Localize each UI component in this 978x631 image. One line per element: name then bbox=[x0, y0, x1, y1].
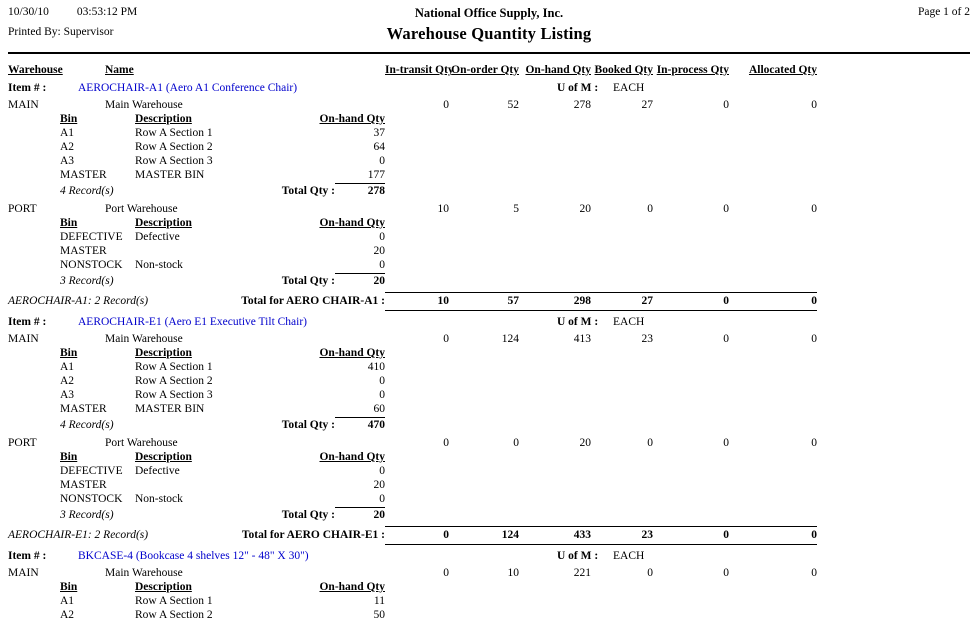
bin-row bbox=[60, 258, 970, 272]
bin-row bbox=[60, 154, 970, 168]
warehouse-qty-value: 0 bbox=[723, 437, 729, 449]
warehouse-qty-value: 0 bbox=[443, 437, 449, 449]
warehouse-name: Main Warehouse bbox=[105, 99, 183, 111]
item-total-qty-value: 0 bbox=[723, 529, 729, 541]
warehouse-code: PORT bbox=[8, 203, 37, 215]
warehouse-row bbox=[8, 98, 970, 112]
bin-onhand-qty: 0 bbox=[379, 389, 385, 401]
onhand-col-header: On-hand Qty bbox=[319, 113, 385, 125]
total-qty-value: 20 bbox=[335, 507, 385, 522]
warehouse-row bbox=[8, 566, 970, 580]
uofm-label: U of M : bbox=[557, 316, 599, 328]
bin-row bbox=[60, 608, 970, 622]
bin-header-row bbox=[60, 216, 970, 230]
item-total-qty-value: 0 bbox=[443, 529, 449, 541]
bin-row bbox=[60, 244, 970, 258]
bin-record-count: 3 Record(s) bbox=[60, 509, 114, 521]
bin-row bbox=[60, 360, 970, 374]
bin-code: MASTER bbox=[60, 403, 107, 415]
item-total-label: Total for AERO CHAIR-A1 : bbox=[241, 295, 385, 307]
bin-row bbox=[60, 230, 970, 244]
warehouse-qty-value: 0 bbox=[723, 567, 729, 579]
bin-code: A2 bbox=[60, 141, 75, 153]
warehouse-qty-value: 0 bbox=[811, 567, 817, 579]
bin-col-header: Bin bbox=[60, 581, 78, 593]
bin-row bbox=[60, 140, 970, 154]
bin-col-header: Bin bbox=[60, 113, 78, 125]
item-number-label: Item # : bbox=[8, 82, 47, 94]
bin-onhand-qty: 64 bbox=[373, 141, 385, 153]
column-header-row bbox=[8, 63, 970, 77]
bin-code: A2 bbox=[60, 375, 75, 387]
onhand-col-header: On-hand Qty bbox=[319, 217, 385, 229]
item-row bbox=[8, 81, 970, 95]
bin-row bbox=[60, 388, 970, 402]
uofm-value: EACH bbox=[613, 82, 645, 94]
bin-onhand-qty: 0 bbox=[379, 375, 385, 387]
warehouse-qty-value: 124 bbox=[501, 333, 519, 345]
print-datetime bbox=[8, 6, 238, 18]
bin-row bbox=[60, 402, 970, 416]
item-total-qty-value: 298 bbox=[573, 295, 591, 307]
item-link[interactable]: BKCASE-4 (Bookcase 4 shelves 12" - 48" X 30") bbox=[78, 550, 309, 562]
page-number: Page 1 of 2 bbox=[917, 6, 970, 18]
bin-record-count: 4 Record(s) bbox=[60, 185, 114, 197]
warehouse-qty-value: 0 bbox=[811, 99, 817, 111]
warehouse-name: Port Warehouse bbox=[105, 437, 178, 449]
total-qty-label: Total Qty : bbox=[281, 185, 335, 197]
bin-header-row bbox=[60, 580, 970, 594]
item-total-qty-value: 0 bbox=[811, 295, 817, 307]
warehouse-qty-value: 0 bbox=[513, 437, 519, 449]
col-header-warehouse: Warehouse bbox=[8, 64, 63, 76]
bin-description: Non-stock bbox=[135, 493, 183, 505]
bin-code: A2 bbox=[60, 609, 75, 621]
warehouse-name: Main Warehouse bbox=[105, 567, 183, 579]
col-header-booked-qty: Booked Qty bbox=[594, 64, 653, 76]
item-total-qty-value: 433 bbox=[573, 529, 591, 541]
item-row bbox=[8, 315, 970, 329]
onhand-col-header: On-hand Qty bbox=[319, 347, 385, 359]
bin-row bbox=[60, 492, 970, 506]
bin-onhand-qty: 177 bbox=[367, 169, 385, 181]
bin-record-count: 3 Record(s) bbox=[60, 275, 114, 287]
bin-onhand-qty: 0 bbox=[379, 231, 385, 243]
bin-description: Row A Section 1 bbox=[135, 127, 213, 139]
bin-description: Row A Section 2 bbox=[135, 375, 213, 387]
bin-code: DEFECTIVE bbox=[60, 231, 123, 243]
report-body bbox=[8, 81, 970, 622]
bin-header-row bbox=[60, 346, 970, 360]
bin-code: A3 bbox=[60, 155, 75, 167]
item-summary-row bbox=[8, 526, 970, 545]
total-qty-value: 20 bbox=[335, 273, 385, 288]
total-qty-label: Total Qty : bbox=[281, 275, 335, 287]
bin-description: Defective bbox=[135, 465, 180, 477]
bin-total-row bbox=[60, 417, 970, 432]
bin-code: MASTER bbox=[60, 245, 107, 257]
item-summary-row bbox=[8, 292, 970, 311]
warehouse-row bbox=[8, 202, 970, 216]
warehouse-qty-value: 278 bbox=[573, 99, 591, 111]
warehouse-qty-value: 23 bbox=[641, 333, 653, 345]
bin-code: A1 bbox=[60, 361, 75, 373]
bin-code: A1 bbox=[60, 127, 75, 139]
total-qty-value: 470 bbox=[335, 417, 385, 432]
warehouse-name: Port Warehouse bbox=[105, 203, 178, 215]
bin-onhand-qty: 50 bbox=[373, 609, 385, 621]
warehouse-qty-value: 52 bbox=[507, 99, 519, 111]
bin-description: Row A Section 2 bbox=[135, 609, 213, 621]
bin-onhand-qty: 0 bbox=[379, 155, 385, 167]
warehouse-qty-value: 20 bbox=[579, 203, 591, 215]
bin-row bbox=[60, 464, 970, 478]
total-qty-label: Total Qty : bbox=[281, 419, 335, 431]
uofm-value: EACH bbox=[613, 316, 645, 328]
bin-description: Row A Section 2 bbox=[135, 141, 213, 153]
item-record-count: AEROCHAIR-E1: 2 Record(s) bbox=[8, 529, 149, 541]
warehouse-qty-value: 10 bbox=[507, 567, 519, 579]
bin-description: MASTER BIN bbox=[135, 169, 205, 181]
warehouse-qty-value: 0 bbox=[811, 333, 817, 345]
bin-total-row bbox=[60, 183, 970, 198]
bin-onhand-qty: 60 bbox=[373, 403, 385, 415]
item-total-values bbox=[385, 526, 817, 545]
col-header-on-hand-qty: On-hand Qty bbox=[525, 64, 591, 76]
item-total-qty-value: 0 bbox=[723, 295, 729, 307]
col-header-name: Name bbox=[105, 64, 134, 76]
bin-onhand-qty: 11 bbox=[373, 595, 385, 607]
item-total-qty-value: 57 bbox=[507, 295, 519, 307]
description-col-header: Description bbox=[135, 347, 192, 359]
bin-code: NONSTOCK bbox=[60, 259, 123, 271]
warehouse-code: PORT bbox=[8, 437, 37, 449]
bin-col-header: Bin bbox=[60, 451, 78, 463]
warehouse-qty-value: 413 bbox=[573, 333, 591, 345]
header-center bbox=[238, 6, 740, 44]
description-col-header: Description bbox=[135, 451, 192, 463]
item-total-qty-value: 124 bbox=[501, 529, 519, 541]
bin-row bbox=[60, 478, 970, 492]
bin-total-row bbox=[60, 507, 970, 522]
warehouse-qty-value: 10 bbox=[437, 203, 449, 215]
warehouse-name: Main Warehouse bbox=[105, 333, 183, 345]
bin-code: DEFECTIVE bbox=[60, 465, 123, 477]
warehouse-code: MAIN bbox=[8, 333, 39, 345]
uofm-value: EACH bbox=[613, 550, 645, 562]
bin-row bbox=[60, 594, 970, 608]
description-col-header: Description bbox=[135, 217, 192, 229]
bin-onhand-qty: 0 bbox=[379, 465, 385, 477]
item-link[interactable]: AEROCHAIR-E1 (Aero E1 Executive Tilt Chair) bbox=[78, 316, 308, 328]
bin-onhand-qty: 410 bbox=[367, 361, 385, 373]
warehouse-qty-value: 20 bbox=[579, 437, 591, 449]
bin-onhand-qty: 0 bbox=[379, 493, 385, 505]
warehouse-qty-value: 0 bbox=[443, 333, 449, 345]
warehouse-qty-value: 0 bbox=[647, 567, 653, 579]
warehouse-qty-value: 27 bbox=[641, 99, 653, 111]
bin-header-row bbox=[60, 450, 970, 464]
printed-by: Printed By: Supervisor bbox=[8, 26, 114, 38]
uofm-label: U of M : bbox=[557, 82, 599, 94]
bin-code: NONSTOCK bbox=[60, 493, 123, 505]
onhand-col-header: On-hand Qty bbox=[319, 581, 385, 593]
warehouse-row bbox=[8, 436, 970, 450]
total-qty-label: Total Qty : bbox=[281, 509, 335, 521]
description-col-header: Description bbox=[135, 113, 192, 125]
bin-total-row bbox=[60, 273, 970, 288]
item-number-label: Item # : bbox=[8, 316, 47, 328]
item-number-label: Item # : bbox=[8, 550, 47, 562]
item-total-qty-value: 27 bbox=[641, 295, 653, 307]
warehouse-qty-value: 0 bbox=[647, 437, 653, 449]
report-title: Warehouse Quantity Listing bbox=[386, 24, 592, 43]
total-qty-value: 278 bbox=[335, 183, 385, 198]
bin-description: Row A Section 1 bbox=[135, 361, 213, 373]
bin-description: MASTER BIN bbox=[135, 403, 205, 415]
bin-description: Defective bbox=[135, 231, 180, 243]
bin-description: Row A Section 3 bbox=[135, 155, 213, 167]
bin-code: A1 bbox=[60, 595, 75, 607]
warehouse-qty-value: 0 bbox=[811, 437, 817, 449]
report-header bbox=[8, 6, 970, 54]
item-record-count: AEROCHAIR-A1: 2 Record(s) bbox=[8, 295, 149, 307]
item-total-qty-value: 23 bbox=[641, 529, 653, 541]
item-row bbox=[8, 549, 970, 563]
bin-col-header: Bin bbox=[60, 347, 78, 359]
bin-onhand-qty: 37 bbox=[373, 127, 385, 139]
uofm-label: U of M : bbox=[557, 550, 599, 562]
warehouse-code: MAIN bbox=[8, 567, 39, 579]
bin-code: MASTER bbox=[60, 479, 107, 491]
warehouse-qty-value: 5 bbox=[513, 203, 519, 215]
print-date: 10/30/10 bbox=[8, 6, 49, 18]
warehouse-qty-value: 0 bbox=[723, 333, 729, 345]
warehouse-qty-value: 0 bbox=[443, 99, 449, 111]
bin-header-row bbox=[60, 112, 970, 126]
item-link[interactable]: AEROCHAIR-A1 (Aero A1 Conference Chair) bbox=[78, 82, 298, 94]
onhand-col-header: On-hand Qty bbox=[319, 451, 385, 463]
item-total-qty-value: 0 bbox=[811, 529, 817, 541]
item-total-values bbox=[385, 292, 817, 311]
bin-row bbox=[60, 126, 970, 140]
warehouse-qty-value: 0 bbox=[647, 203, 653, 215]
bin-code: A3 bbox=[60, 389, 75, 401]
bin-col-header: Bin bbox=[60, 217, 78, 229]
bin-onhand-qty: 20 bbox=[373, 245, 385, 257]
bin-onhand-qty: 20 bbox=[373, 479, 385, 491]
warehouse-qty-value: 0 bbox=[443, 567, 449, 579]
warehouse-qty-value: 0 bbox=[811, 203, 817, 215]
description-col-header: Description bbox=[135, 581, 192, 593]
warehouse-row bbox=[8, 332, 970, 346]
bin-description: Non-stock bbox=[135, 259, 183, 271]
warehouse-qty-value: 0 bbox=[723, 203, 729, 215]
col-header-on-order-qty: On-order Qty bbox=[451, 64, 519, 76]
warehouse-code: MAIN bbox=[8, 99, 39, 111]
warehouse-qty-value: 221 bbox=[573, 567, 591, 579]
bin-code: MASTER bbox=[60, 169, 107, 181]
print-time: 03:53:12 PM bbox=[76, 6, 138, 18]
bin-record-count: 4 Record(s) bbox=[60, 419, 114, 431]
header-left bbox=[8, 6, 238, 38]
bin-row bbox=[60, 168, 970, 182]
col-header-in-transit-qty: In-transit Qty bbox=[385, 64, 454, 76]
item-total-qty-value: 10 bbox=[437, 295, 449, 307]
col-header-allocated-qty: Allocated Qty bbox=[748, 64, 817, 76]
warehouse-qty-value: 0 bbox=[723, 99, 729, 111]
bin-description: Row A Section 3 bbox=[135, 389, 213, 401]
item-total-label: Total for AERO CHAIR-E1 : bbox=[241, 529, 385, 541]
bin-description: Row A Section 1 bbox=[135, 595, 213, 607]
bin-row bbox=[60, 374, 970, 388]
col-header-in-process-qty: In-process Qty bbox=[656, 64, 729, 76]
bin-onhand-qty: 0 bbox=[379, 259, 385, 271]
company-name: National Office Supply, Inc. bbox=[414, 6, 564, 20]
